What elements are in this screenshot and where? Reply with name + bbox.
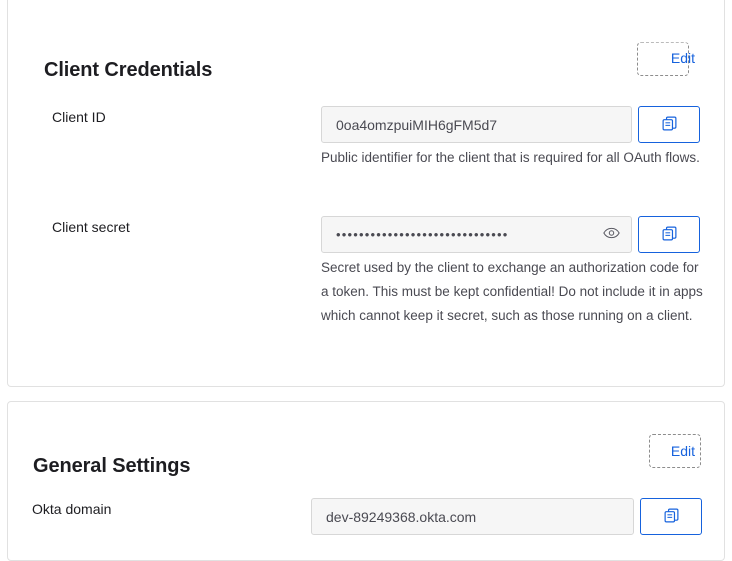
reveal-secret-button[interactable] xyxy=(601,226,621,244)
client-secret-value: •••••••••••••••••••••••••••••• xyxy=(336,228,509,241)
copy-icon xyxy=(663,507,680,527)
client-id-label: Client ID xyxy=(52,109,106,125)
client-id-input[interactable] xyxy=(321,106,632,143)
client-credentials-card xyxy=(7,0,725,387)
copy-icon xyxy=(661,225,678,245)
general-settings-header xyxy=(8,402,724,477)
page-title: Client Credentials xyxy=(44,58,213,81)
okta-domain-field-group xyxy=(311,498,702,535)
client-secret-label: Client secret xyxy=(52,219,130,235)
copy-okta-domain-button[interactable] xyxy=(640,498,702,535)
copy-client-secret-button[interactable] xyxy=(638,216,700,253)
okta-domain-label: Okta domain xyxy=(32,501,112,517)
general-settings-card xyxy=(7,401,725,561)
edit-general-settings-link[interactable]: Edit xyxy=(670,443,695,459)
client-id-help-text: Public identifier for the client that is required for all OAuth flows. xyxy=(321,150,700,165)
edit-client-credentials-link[interactable]: Edit xyxy=(670,50,695,66)
okta-domain-value: dev-89249368.okta.com xyxy=(326,508,477,525)
client-id-value: 0oa4omzpuiMIH6gFM5d7 xyxy=(336,116,498,133)
copy-client-id-button[interactable] xyxy=(638,106,700,143)
client-secret-help-text: Secret used by the client to exchange an authorization code for a token. This must be kept confidential! Do not include it in apps which cannot keep it secret, such as those running on a client. xyxy=(321,260,703,323)
client-secret-field-group xyxy=(321,216,700,253)
general-settings-title: General Settings xyxy=(33,454,191,477)
eye-icon xyxy=(603,227,620,242)
client-id-field-group xyxy=(321,106,700,143)
okta-domain-input[interactable] xyxy=(311,498,634,535)
copy-icon xyxy=(661,115,678,135)
client-secret-input[interactable] xyxy=(321,216,632,253)
